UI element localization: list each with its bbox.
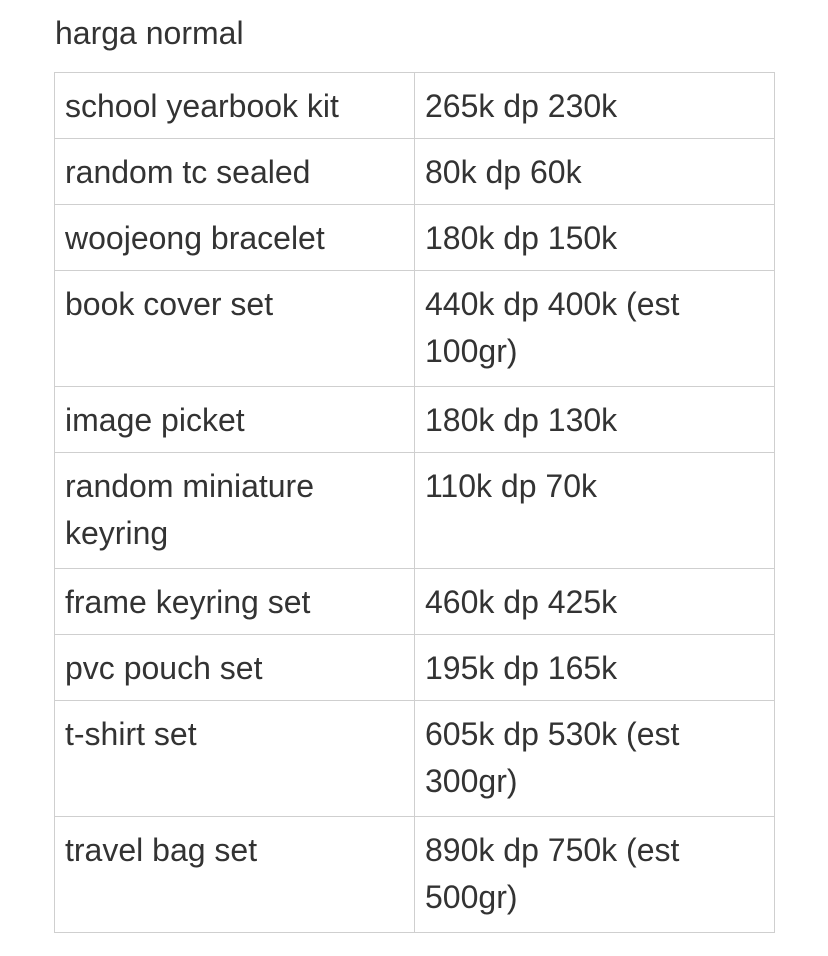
item-price-cell: 110k dp 70k [415, 453, 775, 569]
table-row [55, 569, 775, 635]
item-price-cell: 195k dp 165k [415, 635, 775, 701]
item-name-cell: woojeong bracelet [55, 205, 415, 271]
item-name-cell: school yearbook kit [55, 73, 415, 139]
item-name-cell: frame keyring set [55, 569, 415, 635]
table-row [55, 73, 775, 139]
item-name-cell: random tc sealed [55, 139, 415, 205]
item-name-cell: t-shirt set [55, 701, 415, 817]
item-price-cell: 460k dp 425k [415, 569, 775, 635]
item-name-cell: travel bag set [55, 817, 415, 933]
item-name-cell: image picket [55, 387, 415, 453]
item-name-cell: pvc pouch set [55, 635, 415, 701]
table-row [55, 205, 775, 271]
item-price-cell: 265k dp 230k [415, 73, 775, 139]
table-row [55, 139, 775, 205]
table-row [55, 635, 775, 701]
item-price-cell: 180k dp 130k [415, 387, 775, 453]
item-price-cell: 80k dp 60k [415, 139, 775, 205]
table-row [55, 701, 775, 817]
table-row [55, 387, 775, 453]
item-price-cell: 890k dp 750k (est 500gr) [415, 817, 775, 933]
item-name-cell: random miniature keyring [55, 453, 415, 569]
item-price-cell: 180k dp 150k [415, 205, 775, 271]
item-price-cell: 605k dp 530k (est 300gr) [415, 701, 775, 817]
table-row [55, 271, 775, 387]
table-row [55, 453, 775, 569]
table-row [55, 817, 775, 933]
item-name-cell: book cover set [55, 271, 415, 387]
item-price-cell: 440k dp 400k (est 100gr) [415, 271, 775, 387]
price-table [54, 72, 775, 933]
page-title: harga normal [55, 15, 244, 51]
